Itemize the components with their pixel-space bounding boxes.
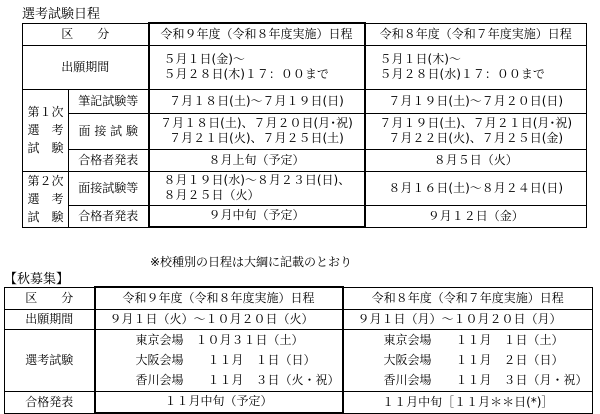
- autumn-apply-r8: ９月１日（月）～１０月２０日（月）: [343, 309, 593, 329]
- exam-venue-kagawa: 香川会場 １１月 ３日（火・祝）: [135, 373, 340, 387]
- apply-label: 出願期間: [23, 45, 149, 89]
- second-interview-r8: ８月１６日(土)～８月２４日(日): [365, 171, 587, 205]
- first-exam-label: 第１次 選 考 試 験: [23, 89, 69, 171]
- apply-r8: ５月１日(木)～ ５月２８日(水)１７：００まで: [365, 45, 587, 89]
- autumn-exam-label: 選考試験: [5, 329, 95, 391]
- second-result-r8: ９月１２日（金）: [365, 205, 587, 227]
- autumn-header-category: 区 分: [5, 287, 95, 309]
- schedule-table: [22, 22, 587, 228]
- second-result-r9: ９月中旬（予定）: [149, 205, 365, 227]
- autumn-section-title: 【秋募集】: [4, 272, 70, 287]
- second-interview-r9: ８月１９日(水)～８月２３日(日)、 ８月２５日（火）: [149, 171, 365, 205]
- second-exam-label: 第２次 選 考 試 験: [23, 171, 69, 227]
- autumn-exam-r8: [343, 329, 593, 391]
- autumn-header-r9: 令和９年度（令和８年度実施）日程: [95, 287, 343, 309]
- footnote: ※校種別の日程は大綱に記載のとおり: [150, 255, 353, 269]
- page-title: 選考試験日程: [22, 7, 101, 22]
- autumn-header-r8: 令和８年度（令和７年度実施）日程: [343, 287, 593, 309]
- apply-r9: ５月１日(金)～ ５月２８日(木)１７：００まで: [149, 45, 365, 89]
- header-r9: 令和９年度（令和８年度実施）日程: [149, 23, 365, 45]
- exam-venue-tokyo: 東京会場 １０月３１日（土）: [135, 333, 304, 347]
- interview-r8: ７月１９日(土)、７月２１日(月･祝) ７月２２日(火)、７月２５日(金): [365, 113, 587, 149]
- second-result-label: 合格者発表: [69, 205, 149, 227]
- header-category: 区 分: [23, 23, 149, 45]
- autumn-apply-label: 出願期間: [5, 309, 95, 329]
- written-exam-label: 筆記試験等: [69, 89, 149, 113]
- autumn-schedule-table: [4, 286, 593, 414]
- autumn-result-label: 合格発表: [5, 391, 95, 413]
- first-result-label: 合格者発表: [69, 149, 149, 171]
- exam-venue-tokyo: 東京会場 １１月 １日（土）: [383, 333, 564, 347]
- exam-venue-osaka: 大阪会場 １１月 １日（日）: [135, 353, 316, 367]
- autumn-exam-r9: [95, 329, 343, 391]
- interview-r9: ７月１８日(土)、７月２０日(月･祝) ７月２１日(火)、７月２５日(土): [149, 113, 365, 149]
- header-r8: 令和８年度（令和７年度実施）日程: [365, 23, 587, 45]
- written-exam-r9: ７月１８日(土)～７月１９日(日): [149, 89, 365, 113]
- autumn-result-r8: １１月中旬［１１月＊＊日(*)］: [343, 391, 593, 413]
- exam-venue-kagawa: 香川会場 １１月 ３日（月・祝）: [383, 373, 588, 387]
- written-exam-r8: ７月１９日(土)～７月２０日(日): [365, 89, 587, 113]
- exam-venue-osaka: 大阪会場 １１月 ２日（日）: [383, 353, 564, 367]
- second-interview-label: 面接試験等: [69, 171, 149, 205]
- first-result-r9: ８月上旬（予定）: [149, 149, 365, 171]
- interview-label: 面 接 試 験: [69, 113, 149, 149]
- first-result-r8: ８月５日（火）: [365, 149, 587, 171]
- autumn-apply-r9: ９月１日（火）～１０月２０日（火）: [95, 309, 343, 329]
- autumn-result-r9: １１月中旬（予定）: [95, 391, 343, 413]
